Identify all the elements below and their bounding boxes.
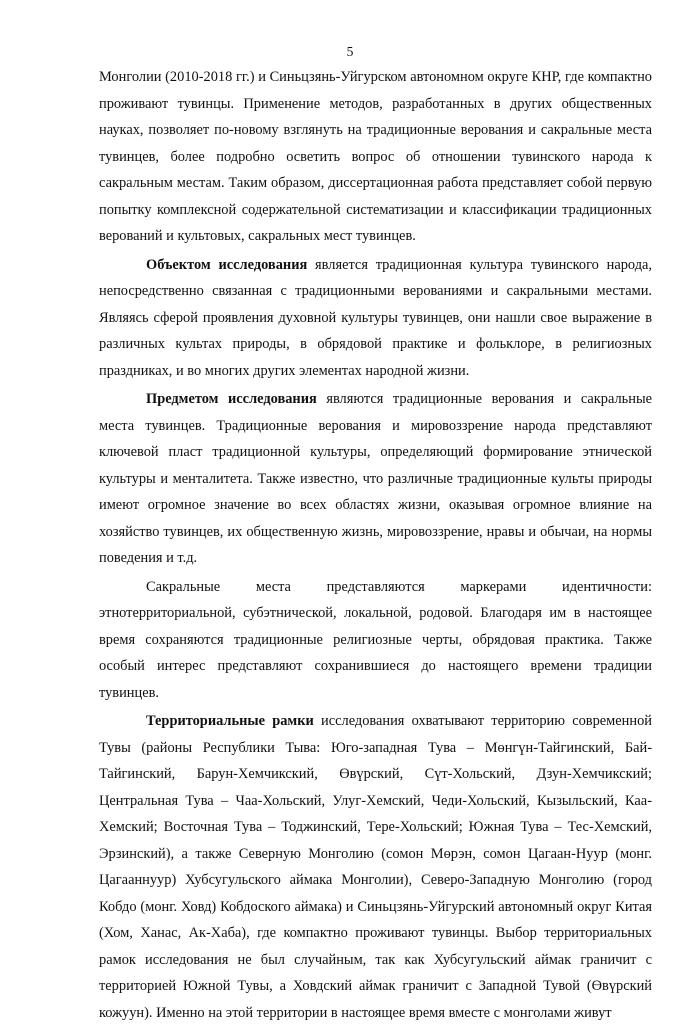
term-territorial-scope: Территориальные рамки	[146, 713, 314, 729]
paragraph-territorial-scope	[99, 708, 652, 1026]
body-text	[99, 64, 652, 1026]
paragraph-text: Сакральные места представляются маркерами идентичности: этнотерриториальной, субэтнической, локальной, родовой. Благодаря им в настоящее время сохраняются традиционные религиозные черты, обрядовая практика. Также особый интерес представляют сохранившиеся до настоящего времени традиции тувинцев.	[99, 578, 652, 701]
paragraph-text: Монголии (2010-2018 гг.) и Синьцзянь-Уйгурском автономном округе КНР, где компактно проживают тувинцы. Применение методов, разработанных в других общественных науках, позволяет по-новому взглянуть на традиционные верования и сакральные места тувинцев, более подробно осветить вопрос об отношении тувинского народа к сакральным местам. Таким образом, диссертационная работа представляет собой первую попытку комплексной содержательной систематизации и классификации традиционных верований и культовых, сакральных мест тувинцев.	[99, 69, 652, 244]
page-number: 5	[346, 44, 354, 59]
paragraph-sacral-places	[99, 574, 652, 707]
term-research-subject: Предметом исследования	[146, 391, 317, 407]
term-research-object: Объектом исследования	[146, 256, 308, 273]
paragraph-research-object	[99, 252, 652, 385]
paragraph-intro-continued	[99, 64, 652, 250]
paragraph-text: исследования охватывают территорию современной Тувы (районы Республики Тыва: Юго-западная Тува – Мөнгүн-Тайгинский, Бай-Тайгинский, Барун-Хемчикский, Өвүрский, Сүт-Хольский, Дзун-Хемчикский; Центральная Тува – Чаа-Хольский, Улуг-Хемский, Чеди-Хольский, Кызыльский, Каа-Хемский; Восточная Тува – Тоджинский, Тере-Хольский; Южная Тува – Тес-Хемский, Эрзинский), а также Северную Монголию (сомон Мөрэн, сомон Цагаан-Нуур (монг. Цагааннуур) Хубсугульского аймака Монголии), Северо-Западную Монголию (город Кобдо (монг. Ховд) Кобдоского аймака) и Синьцзянь-Уйгурский автономный округ Китая (Хом, Ханас, Ак-Хаба), где компактно проживают тувинцы. Выбор территориальных рамок исследования не был случайным, так как Хубсугульский аймак граничит с территорией Южной Тувы, а Ховдский аймак граничит с Западной Тувой (Өвүрский кожуун). Именно на этой территории в настоящее время вместе с монголами живут	[99, 713, 652, 1021]
paragraph-text: являются традиционные верования и сакральные места тувинцев. Традиционные верования и мировоззрение народа представляют ключевой пласт традиционной культуры, определяющий формирование этнической культуры и менталитета. Также известно, что различные традиционные культы природы имеют огромное значение во всех областях жизни, оказывая огромное влияние на хозяйство тувинцев, их общественную жизнь, мировоззрение, нравы и обычаи, на нормы поведения и т.д.	[99, 391, 652, 566]
paragraph-research-subject	[99, 386, 652, 572]
paragraph-text: является традиционная культура тувинского народа, непосредственно связанная с традиционными верованиями и сакральными местами. Являясь сферой проявления духовной культуры тувинцев, они нашли свое выражение в различных культах природы, в обрядовой практике и фольклоре, в религиозных праздниках, и во многих других элементах народной жизни.	[99, 256, 652, 379]
